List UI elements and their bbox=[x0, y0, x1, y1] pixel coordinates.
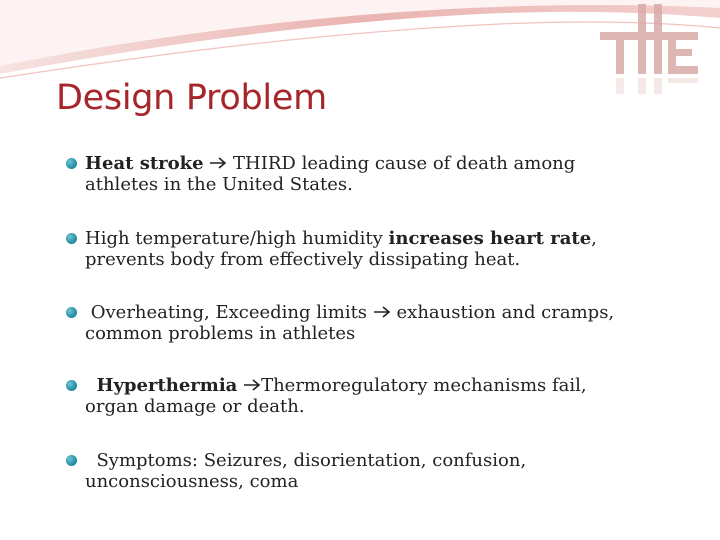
bullet-text: exhaustion and cramps, bbox=[396, 302, 615, 323]
bullet-text: THIRD leading cause of death among bbox=[233, 153, 576, 174]
right-arrow-icon bbox=[209, 156, 227, 170]
bullet-text: Overheating, Exceeding limits bbox=[90, 302, 368, 323]
bullet-term: Heat stroke bbox=[85, 153, 204, 174]
bullet-text: , bbox=[591, 228, 597, 249]
bullet-term: increases heart rate bbox=[388, 228, 592, 249]
bullet-item bbox=[66, 450, 686, 492]
bullet-text: Thermoregulatory mechanisms fail, bbox=[261, 375, 587, 396]
right-arrow-icon bbox=[243, 378, 261, 392]
circle-bullet-icon bbox=[66, 380, 77, 391]
bullet-item bbox=[66, 375, 686, 417]
bullet-term: Hyperthermia bbox=[96, 375, 238, 396]
bullet-item bbox=[66, 228, 686, 270]
bullet-text-line2: prevents body from effectively dissipating heat. bbox=[85, 249, 521, 270]
circle-bullet-icon bbox=[66, 307, 77, 318]
circle-bullet-icon bbox=[66, 233, 77, 244]
right-arrow-icon bbox=[373, 305, 391, 319]
bullet-text-line2: unconsciousness, coma bbox=[85, 471, 299, 492]
bullet-item bbox=[66, 302, 686, 344]
bullet-text-line2: common problems in athletes bbox=[85, 323, 356, 344]
circle-bullet-icon bbox=[66, 158, 77, 169]
circle-bullet-icon bbox=[66, 455, 77, 466]
bullet-item bbox=[66, 153, 686, 195]
bullet-text-line2: athletes in the United States. bbox=[85, 174, 353, 195]
tte-logo-icon bbox=[596, 2, 706, 100]
bullet-text: High temperature/high humidity bbox=[85, 228, 389, 249]
slide-title: Design Problem bbox=[56, 78, 327, 118]
bullet-text: Symptoms: Seizures, disorientation, confusion, bbox=[96, 450, 527, 471]
bullet-text-line2: organ damage or death. bbox=[85, 396, 305, 417]
